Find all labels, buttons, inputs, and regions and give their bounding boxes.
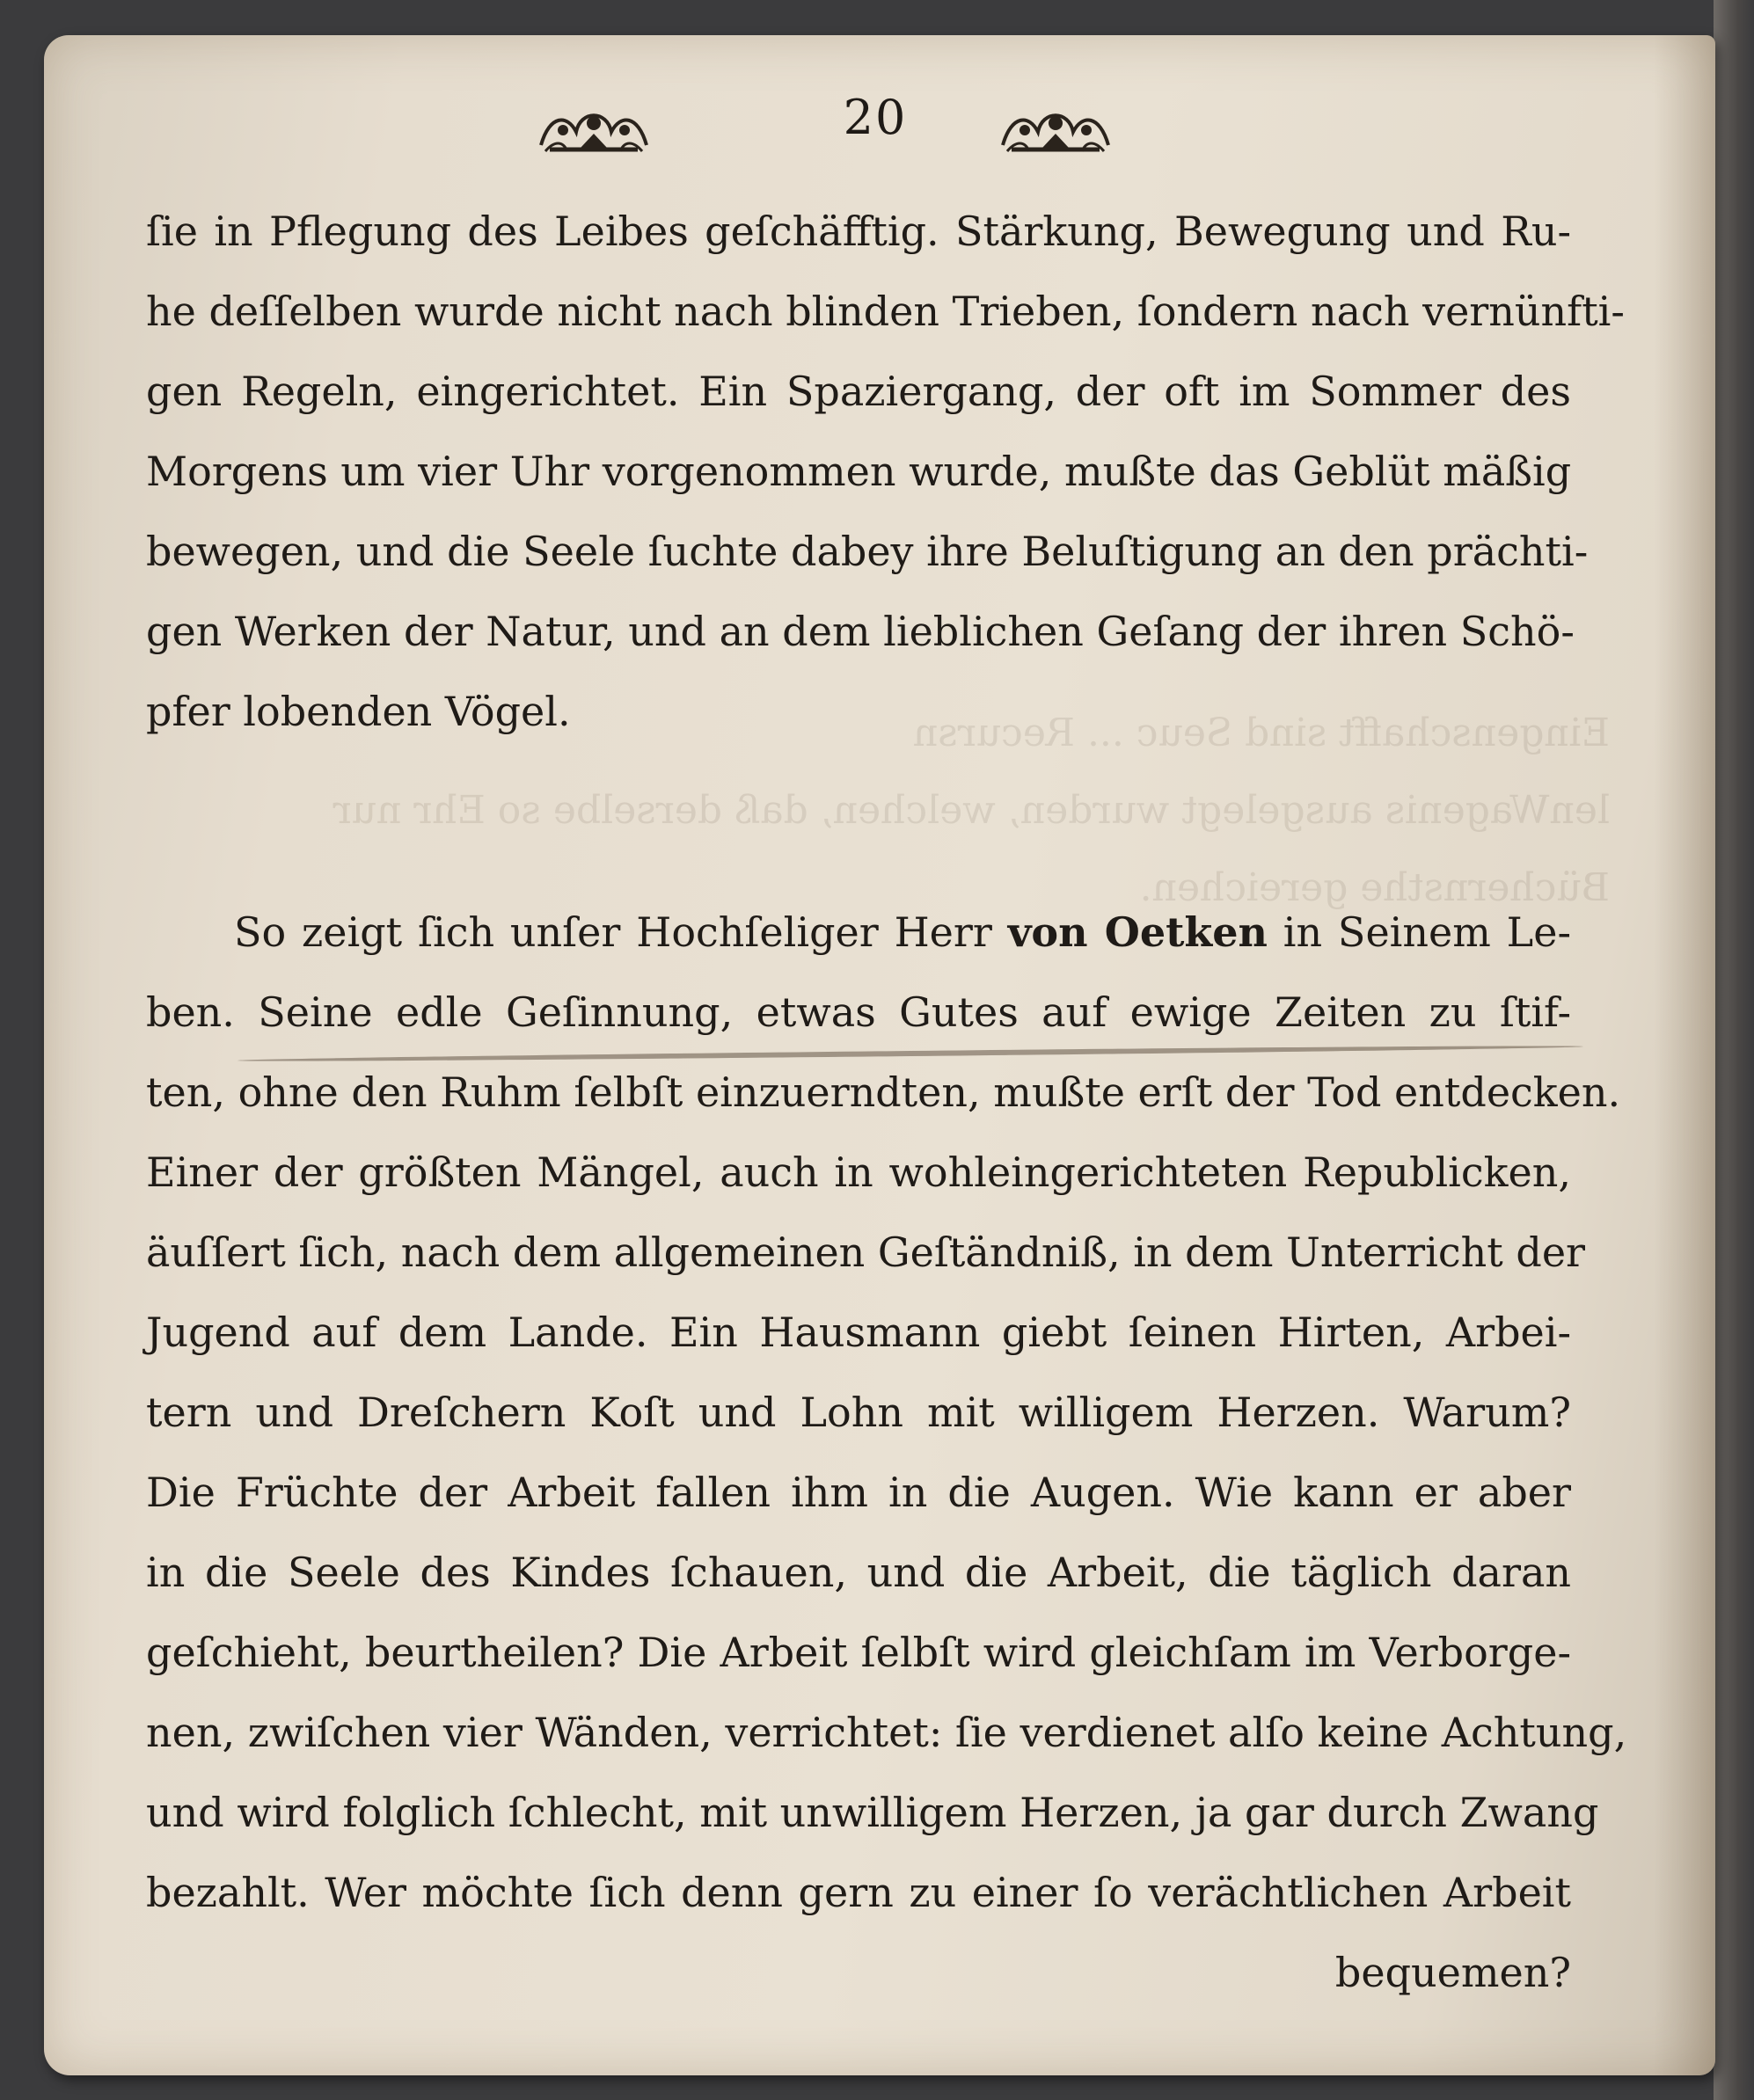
bleed-through-text: Eingenschafft sind Seuc ... Recursn lenWagenis ausgelegt wurden, welchen, daß derselbe so Ehr nur Büchernsthe gereichen.: [333, 711, 1610, 910]
text-line-first: [146, 893, 1571, 973]
text-line: in die Seele des Kindes ſchauen, und die Arbeit, die täglich daran: [146, 1549, 1571, 1596]
text-line: ſie in Pflegung des Leibes geſchäfftig. Stärkung, Bewegung und Ru-: [146, 208, 1571, 255]
book-spine: [1714, 0, 1754, 2100]
text-line: geſchieht, beurtheilen? Die Arbeit ſelbſt wird gleichſam im Verborge-: [146, 1629, 1571, 1676]
text-line: ten, ohne den Ruhm ſelbſt einzuerndten, mußte erſt der Tod entdecken.: [146, 1068, 1621, 1116]
text-line: bewegen, und die Seele ſuchte dabey ihre Beluſtigung an den prächti-: [146, 528, 1589, 575]
text-line: und wird folglich ſchlecht, mit unwilligem Herzen, ja gar durch Zwang: [146, 1789, 1599, 1836]
book-page: [44, 35, 1715, 2075]
text-line: gen Regeln, eingerichtet. Ein Spaziergang, der oft im Sommer des: [146, 368, 1571, 415]
text-line: bezahlt. Wer möchte ſich denn gern zu einer ſo verächtlichen Arbeit: [146, 1869, 1571, 1916]
paragraph-gap: [146, 752, 1571, 893]
text-line: Einer der größten Mängel, auch in wohleingerichteten Republicken,: [146, 1148, 1571, 1196]
text-line: Die Früchte der Arbeit fallen ihm in die Augen. Wie kann er aber: [146, 1469, 1571, 1516]
text-line: Jugend auf dem Lande. Ein Hausmann giebt ſeinen Hirten, Arbei-: [146, 1309, 1571, 1356]
text-line: ben. Seine edle Geſinnung, etwas Gutes auf ewige Zeiten zu ſtif-: [146, 988, 1571, 1036]
text-segment: So zeigt ſich unſer Hochſeliger Herr: [234, 908, 1008, 956]
text-line: nen, zwiſchen vier Wänden, verrichtet: ſie verdienet alſo keine Achtung,: [146, 1709, 1627, 1756]
page-header: [44, 90, 1715, 169]
text-line-final: bequemen?: [1334, 1949, 1571, 1996]
text-line: Morgens um vier Uhr vorgenommen wurde, mußte das Geblüt mäßig: [146, 448, 1572, 495]
text-line: tern und Dreſchern Koſt und Lohn mit willigem Herzen. Warum?: [146, 1389, 1571, 1436]
person-name: von Oetken: [1007, 908, 1268, 956]
text-line: gen Werken der Natur, und an dem lieblichen Geſang der ihren Schö-: [146, 608, 1575, 655]
paragraph-1: [146, 192, 1625, 752]
body-text: [146, 192, 1627, 2013]
page-number: 20: [843, 90, 908, 145]
text-line: äuſſert ſich, nach dem allgemeinen Geſtändniß, in dem Unterricht der: [146, 1229, 1586, 1276]
floral-ornament-right-icon: [994, 97, 1117, 158]
floral-ornament-left-icon: [532, 97, 655, 158]
text-segment: in Seinem Le-: [1267, 908, 1571, 956]
text-line: pfer lobenden Vögel.: [146, 688, 571, 735]
text-line: he deſſelben wurde nicht nach blinden Trieben, ſondern nach vernünfti-: [146, 288, 1625, 335]
